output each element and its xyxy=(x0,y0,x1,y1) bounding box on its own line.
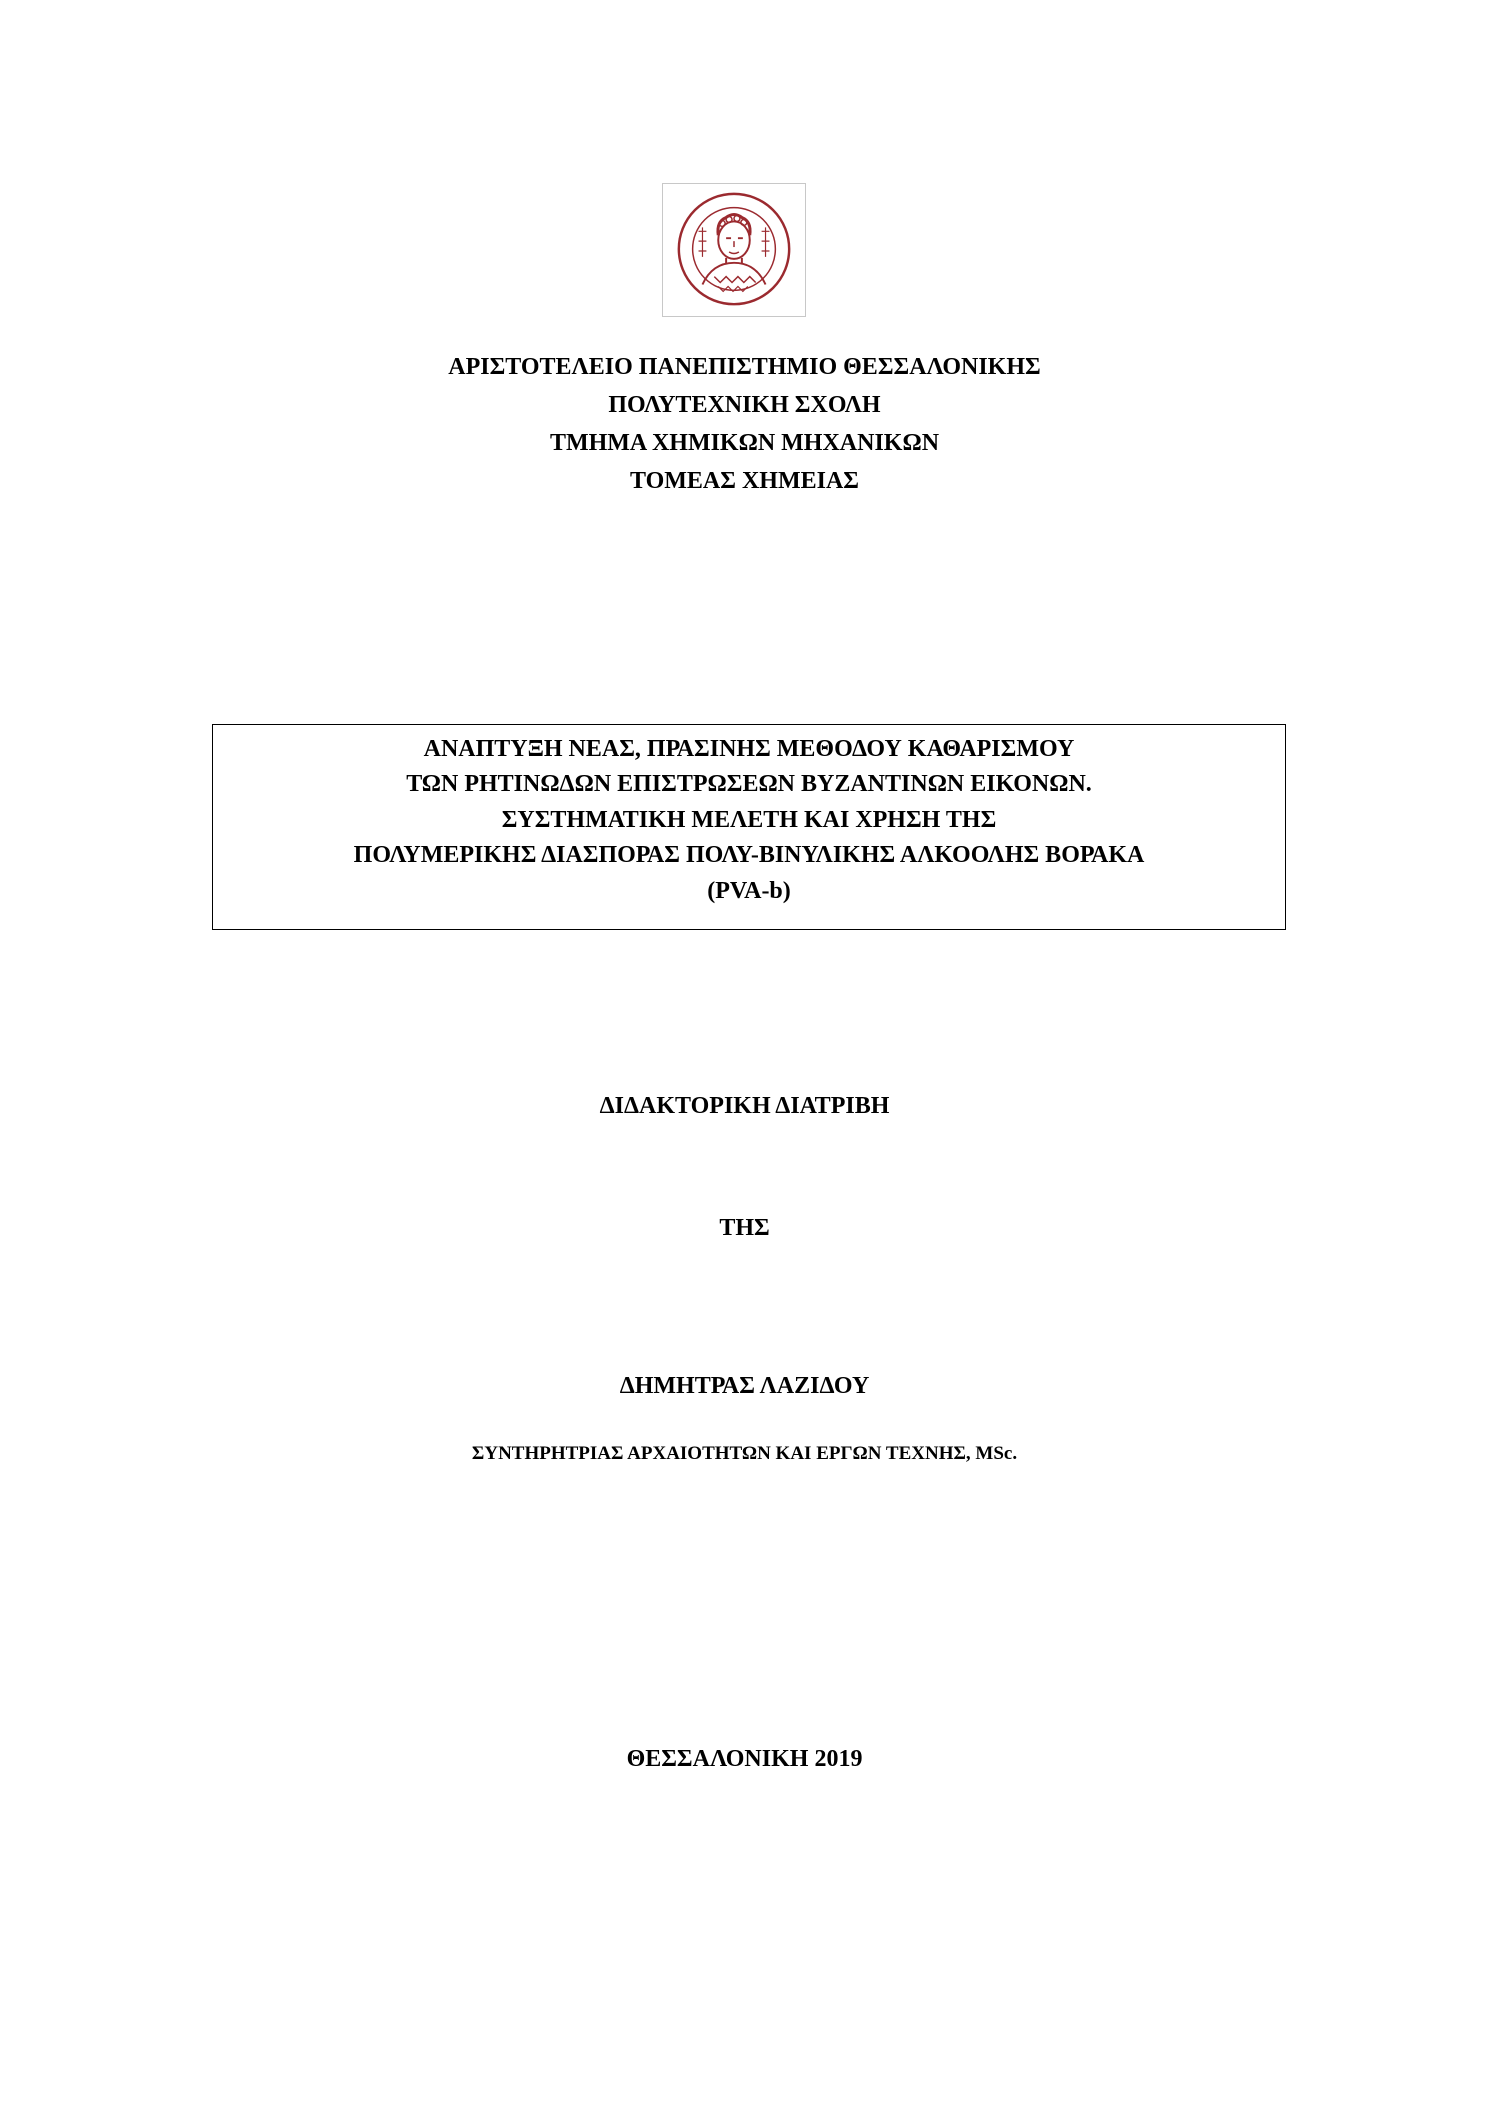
thesis-title-line: ΑΝΑΠΤΥΞΗ ΝΕΑΣ, ΠΡΑΣΙΝΗΣ ΜΕΘΟΔΟΥ ΚΑΘΑΡΙΣΜΟΥ xyxy=(423,736,1075,762)
department-name: ΤΜΗΜΑ ΧΗΜΙΚΩΝ ΜΗΧΑΝΙΚΩΝ xyxy=(549,430,940,456)
thesis-title-box xyxy=(212,724,1286,930)
sector-name: ΤΟΜΕΑΣ ΧΗΜΕΙΑΣ xyxy=(630,468,859,494)
university-seal-icon xyxy=(662,183,806,317)
author-name: ΔΗΜΗΤΡΑΣ ΛΑΖΙΔΟΥ xyxy=(619,1373,870,1399)
of-word: ΤΗΣ xyxy=(719,1215,770,1241)
university-name: ΑΡΙΣΤΟΤΕΛΕΙΟ ΠΑΝΕΠΙΣΤΗΜΙΟ ΘΕΣΣΑΛΟΝΙΚΗΣ xyxy=(448,354,1041,380)
author-credentials: ΣΥΝΤΗΡΗΤΡΙΑΣ ΑΡΧΑΙΟΤΗΤΩΝ ΚΑΙ ΕΡΓΩΝ ΤΕΧΝΗΣ, MSc. xyxy=(471,1443,1018,1464)
thesis-title-line: ΣΥΣΤΗΜΑΤΙΚΗ ΜΕΛΕΤΗ ΚΑΙ ΧΡΗΣΗ ΤΗΣ xyxy=(501,807,997,833)
document-type: ΔΙΔΑΚΤΟΡΙΚΗ ΔΙΑΤΡΙΒΗ xyxy=(599,1093,890,1119)
thesis-title-line: ΠΟΛΥΜΕΡΙΚΗΣ ΔΙΑΣΠΟΡΑΣ ΠΟΛΥ-ΒΙΝΥΛΙΚΗΣ ΑΛΚΟΟΛΗΣ ΒΟΡΑΚΑ xyxy=(353,842,1145,868)
place-year: ΘΕΣΣΑΛΟΝΙΚΗ 2019 xyxy=(626,1746,863,1772)
school-name: ΠΟΛΥΤΕΧΝΙΚΗ ΣΧΟΛΗ xyxy=(608,392,881,418)
thesis-title-line: ΤΩΝ ΡΗΤΙΝΩΔΩΝ ΕΠΙΣΤΡΩΣΕΩΝ ΒΥΖΑΝΤΙΝΩΝ ΕΙΚΟΝΩΝ. xyxy=(406,771,1092,797)
thesis-title-line: (PVA-b) xyxy=(707,878,791,904)
